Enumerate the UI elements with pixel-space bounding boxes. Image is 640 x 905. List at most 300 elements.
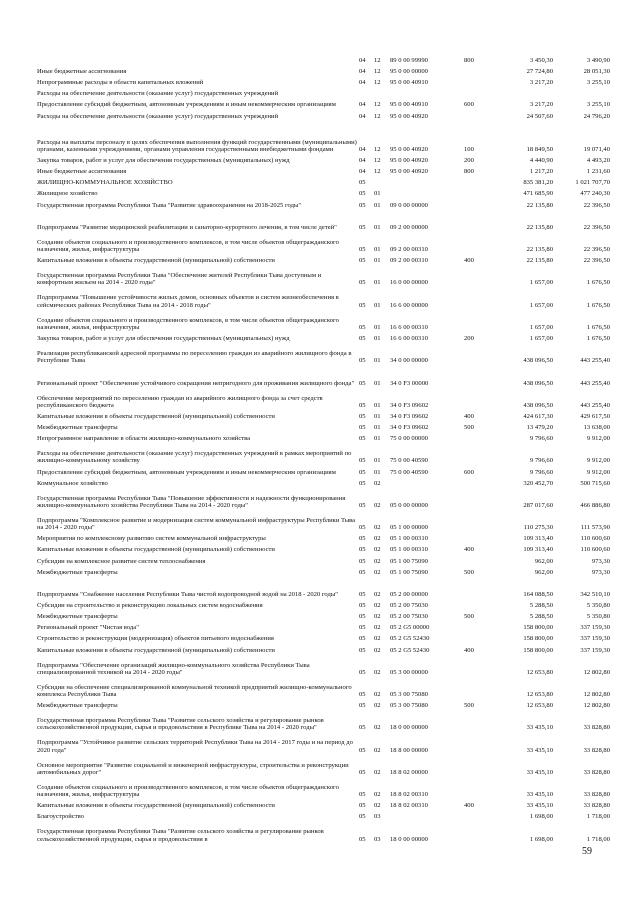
row-subsection-code: 02	[374, 702, 381, 710]
table-row	[0, 342, 640, 364]
row-name: Иные бюджетные ассигнования	[37, 68, 127, 76]
row-section-code: 05	[359, 702, 366, 710]
row-section-code: 05	[359, 724, 366, 732]
table-row	[0, 175, 640, 186]
row-section-code: 04	[359, 101, 366, 109]
row-amount-second-year: 1 676,50	[586, 301, 610, 309]
row-target-article-code: 16 6 00 00310	[390, 335, 428, 343]
row-target-article-code: 34 0 00 00000	[390, 357, 428, 365]
row-amount-first-year: 158 800,00	[523, 624, 553, 632]
table-row	[0, 709, 640, 731]
row-target-article-code: 05 1 00 00000	[390, 524, 428, 532]
row-section-code: 05	[359, 335, 366, 343]
row-amount-second-year: 429 617,50	[580, 412, 610, 420]
row-target-article-code: 18 0 00 00000	[390, 724, 428, 732]
row-section-code: 05	[359, 791, 366, 799]
row-amount-first-year: 27 724,80	[526, 68, 553, 76]
row-section-code: 05	[359, 190, 366, 198]
row-name: Обеспечение мероприятий по переселению граждан из аварийного жилищного фонда за счет средств республиканского бюджета	[37, 394, 323, 409]
row-name: Иные бюджетные ассигнования	[37, 168, 127, 176]
row-target-article-code: 34 0 F3 09602	[390, 401, 429, 409]
row-subsection-code: 02	[374, 535, 381, 543]
row-target-article-code: 18 8 02 00310	[390, 791, 428, 799]
row-amount-second-year: 12 802,80	[583, 702, 610, 710]
row-target-article-code: 05 2 00 75030	[390, 602, 428, 610]
row-section-code: 04	[359, 112, 366, 120]
budget-table	[0, 53, 640, 843]
row-name: Подпрограмма "Устойчивое развитие сельских территорий Республики Тыва на 2014 - 2017 годы и на период до 2020 года"	[37, 739, 353, 754]
row-amount-first-year: 1 657,00	[529, 323, 553, 331]
row-amount-second-year: 1 718,00	[586, 835, 610, 843]
table-row	[0, 198, 640, 209]
row-subsection-code: 12	[374, 79, 381, 87]
row-target-article-code: 05 2 G5 52430	[390, 646, 430, 654]
row-target-article-code: 05 2 00 00000	[390, 590, 428, 598]
row-name: Государственная программа Республики Тыва "Развитие сельского хозяйства и регулирование рынков сельскохозяйственной продукции, сырья и продовольствия в	[37, 828, 324, 843]
row-target-article-code: 05 2 G5 00000	[390, 624, 430, 632]
row-name: Подпрограмма "Обеспечение организаций жилищно-коммунального хозяйства Республики Тыва специализированной техникой на 2014 - 2020 годы"	[37, 661, 310, 676]
row-amount-second-year: 3 255,10	[586, 79, 610, 87]
row-name: Предоставление субсидий бюджетным, автономным учреждениям и иным некоммерческим организациям	[37, 101, 336, 109]
row-target-article-code: 05 1 00 00310	[390, 535, 428, 543]
row-subsection-code: 02	[374, 691, 381, 699]
row-name: Основное мероприятие "Развитие социальной и инженерной инфраструктуры, строительства и реконструкции автомобильных дорог"	[37, 761, 349, 776]
table-row	[0, 598, 640, 609]
row-amount-second-year: 337 159,30	[580, 646, 610, 654]
row-name: Строительство и реконструкция (модернизация) объектов питьевого водоснабжения	[37, 635, 274, 643]
row-section-code: 04	[359, 56, 366, 64]
row-amount-second-year: 9 912,00	[586, 435, 610, 443]
row-name: Расходы на выплаты персоналу в целях обеспечения выполнения функций государственными (муниципальными) органами, казенными учреждениями, органами управления государственными внебюджетными фондами	[37, 138, 357, 153]
row-amount-first-year: 835 381,20	[523, 179, 553, 187]
row-amount-second-year: 500 715,60	[580, 479, 610, 487]
row-amount-second-year: 443 255,40	[580, 379, 610, 387]
row-subsection-code: 02	[374, 524, 381, 532]
table-row	[0, 287, 640, 309]
row-subsection-code: 01	[374, 412, 381, 420]
row-amount-first-year: 33 435,10	[526, 746, 553, 754]
row-subsection-code: 01	[374, 379, 381, 387]
row-subsection-code: 01	[374, 335, 381, 343]
row-section-code: 04	[359, 79, 366, 87]
row-target-article-code: 05 0 00 00000	[390, 501, 428, 509]
table-row	[0, 698, 640, 709]
row-name: Расходы на обеспечение деятельности (оказание услуг) государственных учреждений в рамках мероприятий по жилищно-коммунальному хозяйству	[37, 450, 352, 465]
row-amount-first-year: 13 479,20	[526, 424, 553, 432]
row-section-code: 05	[359, 501, 366, 509]
row-name: Капитальные вложения в объекты государственной (муниципальной) собственности	[37, 412, 275, 420]
row-amount-first-year: 1 217,20	[529, 168, 553, 176]
row-expense-type-code: 400	[464, 802, 474, 810]
row-amount-second-year: 33 828,80	[583, 791, 610, 799]
row-subsection-code: 02	[374, 624, 381, 632]
row-amount-first-year: 4 440,90	[529, 157, 553, 165]
row-amount-second-year: 110 600,60	[580, 535, 610, 543]
row-amount-first-year: 158 800,00	[523, 635, 553, 643]
row-target-article-code: 18 8 00 00000	[390, 746, 428, 754]
row-subsection-code: 03	[374, 813, 381, 821]
page-number: 59	[582, 846, 592, 857]
row-amount-first-year: 1 657,00	[529, 279, 553, 287]
row-amount-first-year: 3 450,30	[529, 56, 553, 64]
table-row	[0, 264, 640, 286]
row-target-article-code: 95 0 00 40920	[390, 145, 428, 153]
row-subsection-code: 01	[374, 257, 381, 265]
row-name: Межбюджетные трансферты	[37, 568, 118, 576]
row-amount-second-year: 33 828,80	[583, 768, 610, 776]
row-amount-second-year: 24 796,20	[583, 112, 610, 120]
table-row	[0, 420, 640, 431]
row-amount-first-year: 1 698,00	[529, 835, 553, 843]
row-target-article-code: 95 0 00 40920	[390, 157, 428, 165]
row-target-article-code: 34 0 F3 00000	[390, 379, 429, 387]
row-name: Подпрограмма "Развитие медицинской реабилитации и санаторно-курортного лечения, в том числе детей"	[37, 223, 337, 231]
row-expense-type-code: 500	[464, 424, 474, 432]
row-target-article-code: 95 0 00 40920	[390, 168, 428, 176]
row-amount-second-year: 22 396,50	[583, 223, 610, 231]
table-row	[0, 531, 640, 542]
row-amount-first-year: 110 275,30	[523, 524, 553, 532]
row-subsection-code: 01	[374, 246, 381, 254]
row-amount-first-year: 12 653,80	[526, 668, 553, 676]
row-target-article-code: 18 8 02 00000	[390, 768, 428, 776]
row-expense-type-code: 400	[464, 546, 474, 554]
row-amount-second-year: 1 021 707,70	[575, 179, 610, 187]
row-amount-first-year: 3 217,20	[529, 101, 553, 109]
row-subsection-code: 01	[374, 223, 381, 231]
row-expense-type-code: 800	[464, 168, 474, 176]
row-amount-second-year: 477 240,30	[580, 190, 610, 198]
row-expense-type-code: 100	[464, 145, 474, 153]
row-target-article-code: 09 0 00 00000	[390, 201, 428, 209]
row-amount-second-year: 973,30	[591, 568, 610, 576]
row-subsection-code: 12	[374, 168, 381, 176]
row-subsection-code: 01	[374, 357, 381, 365]
row-subsection-code: 02	[374, 802, 381, 810]
row-target-article-code: 34 0 F3 09602	[390, 424, 429, 432]
row-amount-second-year: 33 828,80	[583, 802, 610, 810]
row-subsection-code: 01	[374, 457, 381, 465]
row-name: Субсидии на обеспечение специализированной коммунальной техникой предприятий жилищно-коммунального комплекса Республики Тыва	[37, 683, 352, 699]
row-target-article-code: 16 6 00 00000	[390, 301, 428, 309]
row-section-code: 05	[359, 635, 366, 643]
row-section-code: 05	[359, 813, 366, 821]
row-section-code: 04	[359, 168, 366, 176]
row-name: Капитальные вложения в объекты государственной (муниципальной) собственности	[37, 646, 275, 654]
row-section-code: 05	[359, 568, 366, 576]
row-subsection-code: 12	[374, 101, 381, 109]
row-amount-second-year: 33 828,80	[583, 724, 610, 732]
row-name: Субсидии на комплексное развитие систем теплоснабжения	[37, 557, 206, 565]
row-section-code: 04	[359, 157, 366, 165]
row-amount-second-year: 9 912,00	[586, 457, 610, 465]
row-amount-second-year: 12 802,80	[583, 668, 610, 676]
row-name: Расходы на обеспечение деятельности (оказание услуг) государственных учреждений	[37, 112, 279, 120]
row-section-code: 05	[359, 424, 366, 432]
row-amount-second-year: 466 886,80	[580, 501, 610, 509]
row-target-article-code: 75 0 00 00000	[390, 435, 428, 443]
row-target-article-code: 09 2 00 00000	[390, 223, 428, 231]
table-row	[0, 98, 640, 109]
row-amount-second-year: 9 912,00	[586, 468, 610, 476]
table-row	[0, 676, 640, 698]
row-section-code: 05	[359, 524, 366, 532]
row-target-article-code: 05 3 00 75080	[390, 702, 428, 710]
table-row	[0, 543, 640, 554]
row-target-article-code: 05 2 00 75030	[390, 613, 428, 621]
table-row	[0, 64, 640, 75]
row-amount-second-year: 3 255,10	[586, 101, 610, 109]
row-section-code: 05	[359, 546, 366, 554]
row-name: Подпрограмма "Повышение устойчивости жилых домов, основных объектов и систем жизнеобеспечения в сейсмических районах Республики Тыва на 2014 - 2018 годы"	[37, 294, 339, 309]
row-amount-first-year: 471 685,90	[523, 190, 553, 198]
row-amount-first-year: 33 435,10	[526, 724, 553, 732]
row-amount-first-year: 438 096,50	[523, 357, 553, 365]
row-target-article-code: 75 0 00 40590	[390, 457, 428, 465]
row-section-code: 05	[359, 613, 366, 621]
row-amount-first-year: 287 017,60	[523, 501, 553, 509]
table-row	[0, 776, 640, 798]
row-subsection-code: 12	[374, 112, 381, 120]
row-name: Государственная программа Республики Тыва "Обеспечение жителей Республики Тыва доступным и комфортным жильем на 2014 - 2020 годы"	[37, 272, 322, 287]
row-amount-first-year: 962,00	[534, 568, 553, 576]
row-subsection-code: 02	[374, 646, 381, 654]
table-row	[0, 53, 640, 64]
row-subsection-code: 01	[374, 323, 381, 331]
row-amount-first-year: 962,00	[534, 557, 553, 565]
row-target-article-code: 16 0 00 00000	[390, 279, 428, 287]
row-name: Непрограммные расходы в области капитальных вложений	[37, 79, 204, 87]
row-amount-first-year: 1 698,00	[529, 813, 553, 821]
row-subsection-code: 02	[374, 568, 381, 576]
row-amount-second-year: 13 638,00	[583, 424, 610, 432]
row-amount-second-year: 1 676,50	[586, 323, 610, 331]
row-target-article-code: 95 0 00 40910	[390, 101, 428, 109]
row-expense-type-code: 600	[464, 468, 474, 476]
row-amount-second-year: 28 051,30	[583, 68, 610, 76]
table-row	[0, 365, 640, 387]
row-expense-type-code: 400	[464, 646, 474, 654]
row-amount-first-year: 9 796,60	[529, 468, 553, 476]
row-section-code: 05	[359, 746, 366, 754]
row-amount-first-year: 109 313,40	[523, 546, 553, 554]
row-amount-first-year: 12 653,80	[526, 691, 553, 699]
row-name: Мероприятия по комплексному развитию систем коммунальной инфраструктуры	[37, 535, 266, 543]
row-amount-second-year: 12 802,80	[583, 691, 610, 699]
table-row	[0, 109, 640, 120]
row-subsection-code: 12	[374, 157, 381, 165]
row-amount-second-year: 5 350,80	[586, 613, 610, 621]
row-amount-first-year: 424 617,30	[523, 412, 553, 420]
row-target-article-code: 95 0 00 40920	[390, 112, 428, 120]
row-name: Расходы на обеспечение деятельности (оказание услуг) государственных учреждений	[37, 90, 279, 98]
row-section-code: 05	[359, 201, 366, 209]
table-row	[0, 387, 640, 409]
row-section-code: 05	[359, 412, 366, 420]
row-amount-second-year: 1 676,50	[586, 279, 610, 287]
row-subsection-code: 01	[374, 424, 381, 432]
row-amount-second-year: 22 396,50	[583, 246, 610, 254]
table-row	[0, 309, 640, 331]
row-name: Подпрограмма "Комплексное развитие и модернизация систем коммунальной инфраструктуры Республики Тыва на 2014 - 2020 годы"	[37, 516, 356, 532]
table-row	[0, 164, 640, 175]
table-row	[0, 120, 640, 153]
row-subsection-code: 01	[374, 279, 381, 287]
table-row	[0, 86, 640, 97]
row-section-code: 05	[359, 646, 366, 654]
table-row	[0, 487, 640, 509]
row-subsection-code: 02	[374, 635, 381, 643]
row-target-article-code: 09 2 00 00310	[390, 257, 428, 265]
row-amount-first-year: 22 135,80	[526, 223, 553, 231]
row-amount-first-year: 320 452,70	[523, 479, 553, 487]
row-section-code: 05	[359, 624, 366, 632]
table-row	[0, 620, 640, 631]
row-name: Региональный проект "Обеспечение устойчивого сокращения непригодного для проживания жилищного фонда"	[37, 379, 355, 387]
row-amount-second-year: 33 828,80	[583, 746, 610, 754]
row-amount-second-year: 337 159,30	[580, 624, 610, 632]
table-row	[0, 187, 640, 198]
row-amount-first-year: 9 796,60	[529, 435, 553, 443]
row-subsection-code: 01	[374, 468, 381, 476]
row-name: Капитальные вложения в объекты государственной (муниципальной) собственности	[37, 257, 275, 265]
row-amount-first-year: 5 288,50	[529, 602, 553, 610]
table-row	[0, 632, 640, 643]
row-subsection-code: 02	[374, 768, 381, 776]
row-amount-second-year: 19 071,40	[583, 145, 610, 153]
row-amount-first-year: 22 135,80	[526, 201, 553, 209]
row-amount-second-year: 22 396,50	[583, 257, 610, 265]
row-section-code: 05	[359, 279, 366, 287]
table-row	[0, 153, 640, 164]
row-section-code: 05	[359, 835, 366, 843]
row-subsection-code: 02	[374, 557, 381, 565]
row-expense-type-code: 200	[464, 157, 474, 165]
row-subsection-code: 02	[374, 602, 381, 610]
row-name: Межбюджетные трансферты	[37, 702, 118, 710]
row-amount-second-year: 337 159,30	[580, 635, 610, 643]
row-name: Создание объектов социального и производственного комплексов, в том числе объектов общегражданского назначения, жилья, инфраструктуры	[37, 783, 339, 799]
row-amount-first-year: 12 653,80	[526, 702, 553, 710]
row-name: Государственная программа Республики Тыва "Развитие сельского хозяйства и регулирование рынков сельскохозяйственной продукции, сырья и продовольствия в Республике Тыва на 2014 - 2020 годы"	[37, 717, 324, 732]
row-section-code: 05	[359, 535, 366, 543]
row-amount-second-year: 1 718,00	[586, 813, 610, 821]
row-section-code: 04	[359, 68, 366, 76]
row-name: Реализация республиканской адресной программы по переселению граждан из аварийного жилищного фонда в Республике Тыва	[37, 350, 352, 365]
table-row	[0, 253, 640, 264]
row-section-code: 05	[359, 246, 366, 254]
row-section-code: 05	[359, 179, 366, 187]
row-target-article-code: 18 8 02 00310	[390, 802, 428, 810]
row-name: Непрограммное направление в области жилищно-коммунального хозяйства	[37, 435, 251, 443]
row-amount-second-year: 111 573,90	[580, 524, 610, 532]
row-expense-type-code: 400	[464, 257, 474, 265]
row-amount-second-year: 110 600,60	[580, 546, 610, 554]
row-section-code: 05	[359, 768, 366, 776]
table-row	[0, 409, 640, 420]
row-name: Подпрограмма "Снабжение населения Республики Тыва чистой водопроводной водой на 2018 - 2020 годы"	[37, 590, 338, 598]
row-section-code: 05	[359, 602, 366, 610]
row-subsection-code: 01	[374, 301, 381, 309]
row-subsection-code: 01	[374, 401, 381, 409]
table-row	[0, 75, 640, 86]
row-target-article-code: 95 0 00 40910	[390, 79, 428, 87]
row-expense-type-code: 200	[464, 335, 474, 343]
row-amount-second-year: 4 493,20	[586, 157, 610, 165]
row-name: Межбюджетные трансферты	[37, 613, 118, 621]
row-subsection-code: 12	[374, 145, 381, 153]
row-amount-first-year: 33 435,10	[526, 802, 553, 810]
row-amount-first-year: 164 088,50	[523, 590, 553, 598]
table-row	[0, 465, 640, 476]
row-amount-first-year: 109 313,40	[523, 535, 553, 543]
row-subsection-code: 01	[374, 201, 381, 209]
row-subsection-code: 01	[374, 435, 381, 443]
row-amount-second-year: 443 255,40	[580, 401, 610, 409]
row-target-article-code: 05 2 G5 52430	[390, 635, 430, 643]
row-subsection-code: 02	[374, 746, 381, 754]
row-section-code: 04	[359, 145, 366, 153]
row-target-article-code: 05 3 00 00000	[390, 668, 428, 676]
row-target-article-code: 05 1 00 75090	[390, 557, 428, 565]
row-name: Создание объектов социального и производственного комплексов, в том числе объектов общегражданского назначения, жилья, инфраструктуры	[37, 316, 339, 331]
row-amount-first-year: 1 657,00	[529, 335, 553, 343]
table-row	[0, 331, 640, 342]
row-amount-second-year: 3 490,90	[586, 56, 610, 64]
row-subsection-code: 12	[374, 68, 381, 76]
table-row	[0, 565, 640, 576]
table-row	[0, 476, 640, 487]
row-amount-second-year: 22 396,50	[583, 201, 610, 209]
row-target-article-code: 05 1 00 75090	[390, 568, 428, 576]
row-section-code: 05	[359, 668, 366, 676]
row-amount-first-year: 158 800,00	[523, 646, 553, 654]
row-amount-first-year: 33 435,10	[526, 768, 553, 776]
row-name: Жилищное хозяйство	[37, 190, 98, 198]
row-amount-first-year: 438 096,50	[523, 401, 553, 409]
row-amount-second-year: 1 676,50	[586, 335, 610, 343]
row-section-code: 05	[359, 257, 366, 265]
row-expense-type-code: 800	[464, 56, 474, 64]
row-section-code: 05	[359, 479, 366, 487]
table-row	[0, 609, 640, 620]
row-amount-second-year: 1 231,60	[586, 168, 610, 176]
row-subsection-code: 01	[374, 190, 381, 198]
row-amount-first-year: 5 288,50	[529, 613, 553, 621]
row-target-article-code: 89 0 00 99990	[390, 56, 428, 64]
row-amount-first-year: 18 849,50	[526, 145, 553, 153]
row-subsection-code: 02	[374, 791, 381, 799]
row-section-code: 05	[359, 301, 366, 309]
table-row	[0, 209, 640, 231]
row-amount-first-year: 33 435,10	[526, 791, 553, 799]
row-name: Закупка товаров, работ и услуг для обеспечения государственных (муниципальных) нужд	[37, 157, 290, 165]
row-amount-second-year: 443 255,40	[580, 357, 610, 365]
row-subsection-code: 02	[374, 668, 381, 676]
row-amount-first-year: 22 135,80	[526, 257, 553, 265]
row-amount-first-year: 24 507,60	[526, 112, 553, 120]
row-section-code: 05	[359, 357, 366, 365]
row-section-code: 05	[359, 457, 366, 465]
row-name: Капитальные вложения в объекты государственной (муниципальной) собственности	[37, 802, 275, 810]
row-section-code: 05	[359, 802, 366, 810]
row-amount-first-year: 22 135,80	[526, 246, 553, 254]
row-amount-first-year: 3 217,20	[529, 79, 553, 87]
row-target-article-code: 16 6 00 00310	[390, 323, 428, 331]
row-name: Государственная программа Республики Тыва "Развитие здравоохранения на 2018-2025 годы"	[37, 201, 302, 209]
row-target-article-code: 09 2 00 00310	[390, 246, 428, 254]
row-section-code: 05	[359, 223, 366, 231]
